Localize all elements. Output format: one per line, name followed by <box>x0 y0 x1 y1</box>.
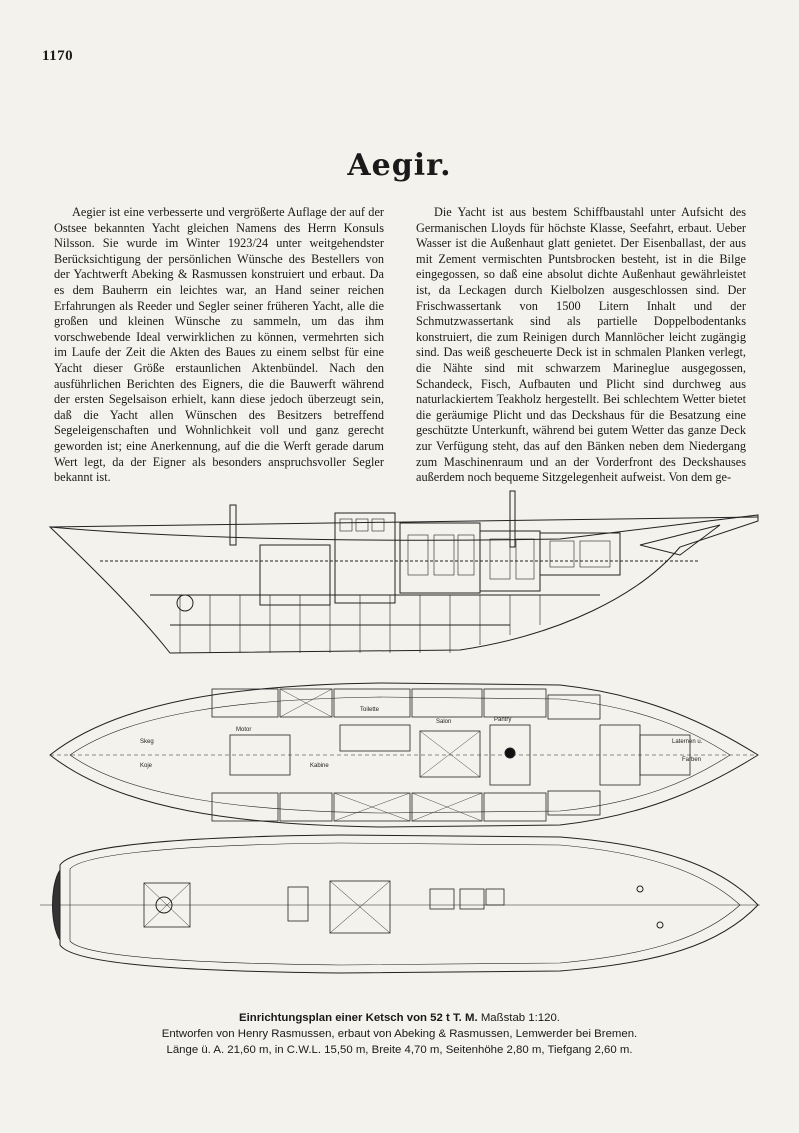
label-motor: Motor <box>236 727 252 733</box>
page-number: 1170 <box>42 48 74 64</box>
article-title: Aegir. <box>347 148 452 183</box>
label-skeg: Skeg <box>140 739 154 745</box>
label-salon: Salon <box>436 719 452 725</box>
figure-caption <box>0 1010 799 1058</box>
caption-line-1: Einrichtungsplan einer Ketsch von 52 t T. M. <box>239 1012 478 1024</box>
label-koje: Koje <box>140 763 153 769</box>
label-toilette: Toilette <box>360 707 380 713</box>
caption-line-3: Länge ü. A. 21,60 m, in C.W.L. 15,50 m, Breite 4,70 m, Seitenhöhe 2,80 m, Tiefgang 2,60 m. <box>166 1044 633 1056</box>
deck-plan-drawing <box>40 835 760 973</box>
caption-line-2: Entworfen von Henry Rasmussen, erbaut von Abeking & Rasmussen, Lemwerder bei Bremen. <box>161 1028 638 1040</box>
caption-scale: Maßstab 1:120. <box>480 1012 560 1024</box>
yacht-plan-drawings <box>40 485 760 1005</box>
text-column-left: Aegier ist eine verbesserte und vergrößerte Auflage der auf der Ostsee bekannten Yacht gleichen Namens des Herrn Konsuls Nilsson. Sie wurde im Winter 1923/24 unter weitgehendster Berücksichtigung der persönlichen Wünsche des Bestellers von der Yachtwerft Abeking & Rasmussen konstruiert und erbaut. Da es dem Bauherrn ein leichtes war, an Hand seiner reichen Erfahrungen als Reeder und Segler seiner früheren Yacht, alle die großen und kleinen Wünsche zu sammeln, um das ihm vorschwebende Ideal verwirklichen zu können, vermehrten sich im Laufe der Zeit die Akten des Baues zu einem selbst für eine Yacht dieser Größe erstaunlichen Aktenbündel. Nach den ausführlichen Berichten des Eigners, die die Bauwerft während der ersten Segelsaison erhielt, kann diese jedoch überzeugt sein, daß die Yacht allen Wünschen des Besitzers betreffend Segeleigenschaften und Wohnlichkeit voll und ganz gerecht geworden ist; eine Anerkennung, auf die die Werft gerade darum Wert legt, da der Eigner als besonders anspruchsvoller Segler bekannt ist. <box>54 205 384 485</box>
label-laterne: Laternen u. <box>672 739 703 745</box>
yacht-plan-svg <box>40 485 760 1005</box>
label-pantry: Pantry <box>494 717 512 723</box>
interior-plan-drawing <box>50 683 758 827</box>
label-farben: Farben <box>682 757 702 763</box>
side-profile-drawing <box>50 491 758 653</box>
label-kabine: Kabine <box>310 763 329 769</box>
text-column-right: Die Yacht ist aus bestem Schiffbaustahl unter Aufsicht des Germanischen Lloyds für höchste Klasse, Seefahrt, erbaut. Ueber Wasser ist die Außenhaut glatt genietet. Der Eisenballast, der aus mit Zement vermischten Puntsbrocken besteht, ist in die Bilge eingegossen, so daß eine absolut dichte Außenhaut gewährleistet ist, da Leckagen durch Kielbolzen ausgeschlossen sind. Der Frischwassertank von 1500 Litern Inhalt und der Schmutzwassertank sind als partielle Doppelbodentanks konstruiert, die zum Reinigen durch Mannlöcher leicht zugängig sind. Das weiß gescheuerte Deck ist in schmalen Planken verlegt, die Nähte sind mit schwarzem Marineglue ausgegossen, Schandeck, Fisch, Aufbauten und Plicht sind durchweg aus naturlackiertem Teakholz hergestellt. Bei schlechtem Wetter bietet die geräumige Plicht und das Deckshaus für die Besatzung eine geschützte Unterkunft, während bei gutem Wetter das ganze Deck zur Verfügung steht, das auf den Bänken neben dem Niedergang zum Maschinenraum und an der Vorderfront des Deckshauses außerdem noch bequeme Sitzgelegenheit aufweist. Von dem ge- <box>416 205 746 485</box>
